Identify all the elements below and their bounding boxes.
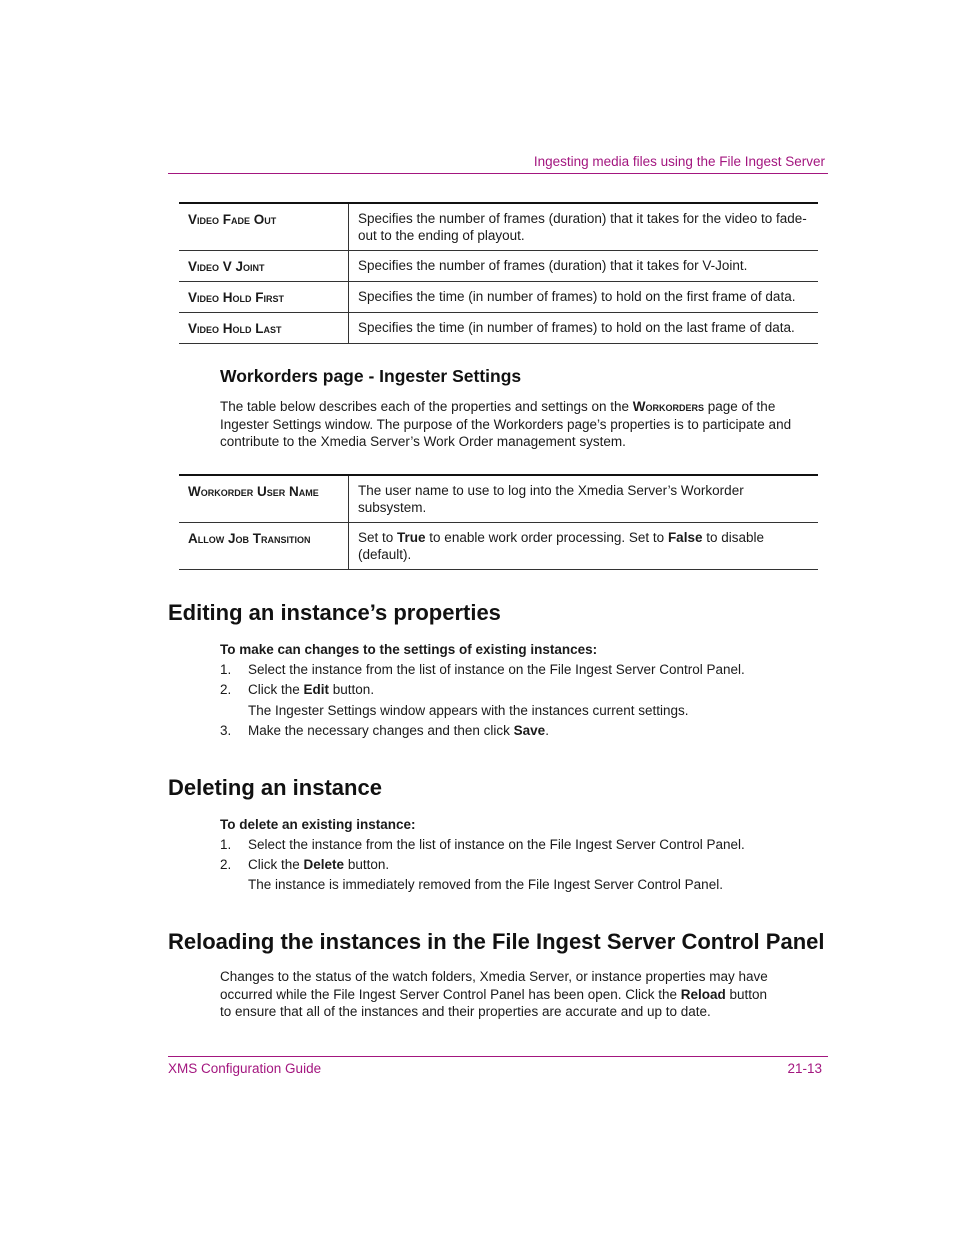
table-row xyxy=(179,282,818,313)
step-text xyxy=(248,681,374,698)
step-text xyxy=(248,856,389,873)
page-number: 21-13 xyxy=(787,1061,822,1076)
property-name: Allow Job Transition xyxy=(179,523,349,570)
workorder-settings-table xyxy=(179,474,818,570)
property-description xyxy=(349,523,819,570)
editing-heading: Editing an instance’s properties xyxy=(168,600,501,625)
edit-button-label: Edit xyxy=(303,682,330,697)
property-name: Video Hold First xyxy=(179,282,349,313)
reloading-paragraph xyxy=(220,968,780,1021)
property-description: Specifies the number of frames (duration) that it takes for V-Joint. xyxy=(349,251,819,282)
delete-button-label: Delete xyxy=(303,857,345,872)
table-row xyxy=(179,523,818,570)
true-value: True xyxy=(397,530,426,545)
step-text: Select the instance from the list of instance on the File Ingest Server Control Panel. xyxy=(248,837,745,852)
step-text-pre: Make the necessary changes and then click xyxy=(248,723,514,738)
table-row xyxy=(179,475,818,523)
desc-text: to enable work order processing. Set to xyxy=(425,530,668,545)
step-text-pre: Click the xyxy=(248,682,304,697)
step-text-post: . xyxy=(545,723,549,738)
intro-text: The table below describes each of the properties and settings on the xyxy=(220,399,633,414)
step-note: The Ingester Settings window appears with the instances current settings. xyxy=(248,703,689,718)
deleting-heading: Deleting an instance xyxy=(168,775,382,800)
property-name: Video Hold Last xyxy=(179,313,349,344)
intro-page-name: Workorders xyxy=(632,399,705,414)
property-description: Specifies the time (in number of frames) to hold on the last frame of data. xyxy=(349,313,819,344)
property-description: Specifies the number of frames (duration) that it takes for the video to fade-out to the ending of playout. xyxy=(349,203,819,251)
running-title: Ingesting media files using the File Ingest Server xyxy=(533,154,825,169)
reload-button-label: Reload xyxy=(680,986,726,1002)
property-name: Video Fade Out xyxy=(179,203,349,251)
property-description: The user name to use to log into the Xmedia Server’s Workorder subsystem. xyxy=(349,475,819,523)
save-button-label: Save xyxy=(513,723,546,738)
workorders-heading: Workorders page - Ingester Settings xyxy=(220,366,522,386)
paragraph-text: Changes to the status of the watch folders, Xmedia Server, or instance properties may have occurred while the File Ingest Server Control Panel has been open. Click the xyxy=(220,969,768,1002)
table-row xyxy=(179,313,818,344)
intro-text-rest: page of the Ingester Settings window. The purpose of the Workorders page’s properties is to participate and contribute to the Xmedia Server’s Work Order management system. xyxy=(220,399,792,449)
property-name: Workorder User Name xyxy=(179,475,349,523)
step-number: 1. xyxy=(220,662,232,677)
deleting-lead: To delete an existing instance: xyxy=(220,817,416,832)
reloading-heading: Reloading the instances in the File Ingest Server Control Panel xyxy=(168,929,825,954)
guide-title: XMS Configuration Guide xyxy=(168,1061,322,1076)
editing-lead: To make can changes to the settings of existing instances: xyxy=(220,642,598,657)
table-row xyxy=(179,203,818,251)
desc-text: to disable (default). xyxy=(358,530,765,562)
page-footer xyxy=(168,1056,828,1076)
table-row xyxy=(179,251,818,282)
step-number: 2. xyxy=(220,857,232,872)
step-text-post: button. xyxy=(329,682,375,697)
step-text-pre: Click the xyxy=(248,857,304,872)
running-header xyxy=(168,154,828,174)
property-description: Specifies the time (in number of frames) to hold on the first frame of data. xyxy=(349,282,819,313)
paragraph-text-rest: button to ensure that all of the instances and their properties are accurate and up to date. xyxy=(220,986,768,1019)
step-number: 3. xyxy=(220,723,232,738)
step-text xyxy=(248,722,549,739)
step-text-post: button. xyxy=(344,857,390,872)
step-note: The instance is immediately removed from the File Ingest Server Control Panel. xyxy=(248,877,723,892)
step-text: Select the instance from the list of instance on the File Ingest Server Control Panel. xyxy=(248,662,745,677)
step-number: 1. xyxy=(220,837,232,852)
false-value: False xyxy=(667,530,703,545)
desc-text: Set to xyxy=(358,530,398,545)
video-settings-table xyxy=(179,202,818,344)
step-number: 2. xyxy=(220,682,232,697)
workorders-intro xyxy=(220,398,795,451)
property-name: Video V Joint xyxy=(179,251,349,282)
